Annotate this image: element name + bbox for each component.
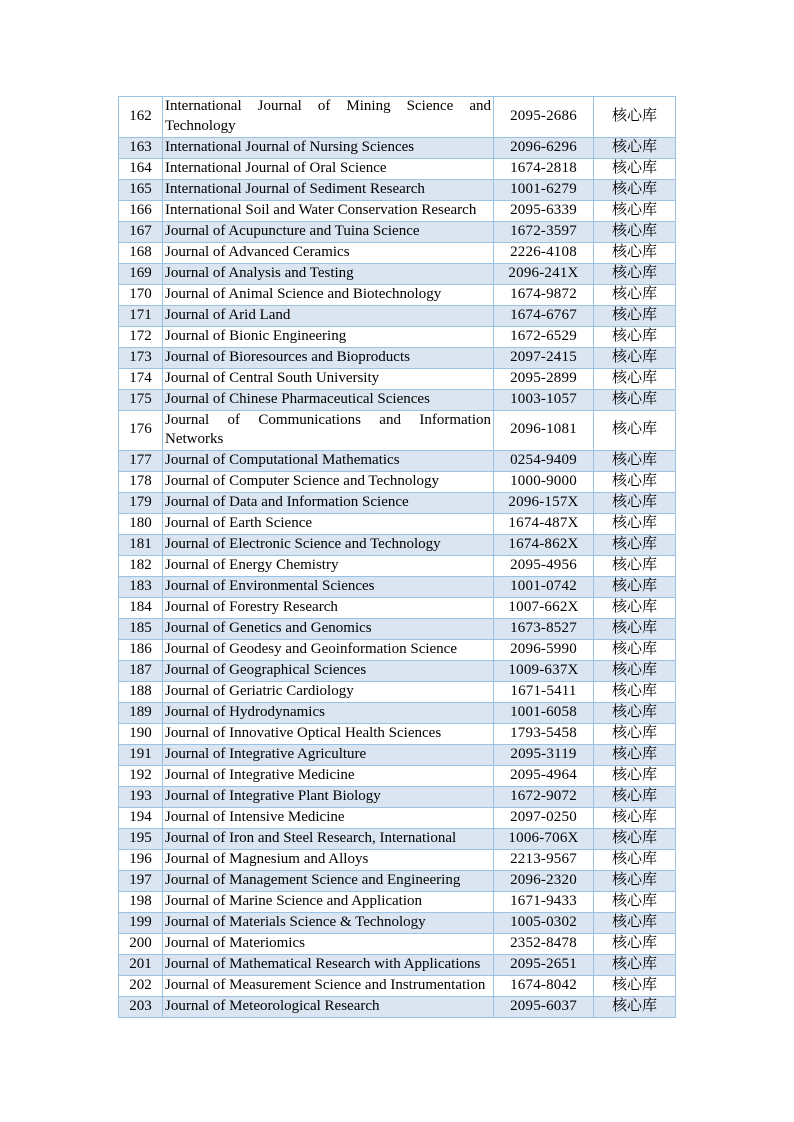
table-row [119,389,676,410]
row-number-cell: 185 [119,619,163,640]
row-number-cell: 174 [119,368,163,389]
collection-tag-cell: 核心库 [594,955,676,976]
issn-cell: 2095-4956 [494,556,594,577]
row-number-cell: 181 [119,535,163,556]
row-number-cell: 198 [119,892,163,913]
table-row [119,347,676,368]
journal-name-cell: Journal of Measurement Science and Instrumentation [163,976,494,997]
journal-name-cell: Journal of Innovative Optical Health Sciences [163,724,494,745]
table-row [119,892,676,913]
collection-tag-cell: 核心库 [594,263,676,284]
issn-cell: 1005-0302 [494,913,594,934]
journal-name-cell: Journal of Arid Land [163,305,494,326]
row-number-cell: 164 [119,158,163,179]
table-row [119,724,676,745]
issn-cell: 1674-9872 [494,284,594,305]
row-number-cell: 187 [119,661,163,682]
issn-cell: 1674-8042 [494,976,594,997]
issn-cell: 1007-662X [494,598,594,619]
collection-tag-cell: 核心库 [594,682,676,703]
issn-cell: 2097-2415 [494,347,594,368]
issn-cell: 2095-3119 [494,745,594,766]
table-row [119,137,676,158]
row-number-cell: 189 [119,703,163,724]
collection-tag-cell: 核心库 [594,997,676,1018]
collection-tag-cell: 核心库 [594,703,676,724]
journal-name-cell: Journal of Electronic Science and Technology [163,535,494,556]
table-row [119,451,676,472]
row-number-cell: 163 [119,137,163,158]
issn-cell: 1001-6058 [494,703,594,724]
collection-tag-cell: 核心库 [594,640,676,661]
collection-tag-cell: 核心库 [594,389,676,410]
collection-tag-cell: 核心库 [594,200,676,221]
journal-name-cell: Journal of Earth Science [163,514,494,535]
table-row [119,745,676,766]
issn-cell: 1000-9000 [494,472,594,493]
issn-cell: 1009-637X [494,661,594,682]
issn-cell: 0254-9409 [494,451,594,472]
row-number-cell: 172 [119,326,163,347]
table-row [119,955,676,976]
collection-tag-cell: 核心库 [594,493,676,514]
issn-cell: 1674-487X [494,514,594,535]
journal-name-cell: Journal of Environmental Sciences [163,577,494,598]
issn-cell: 2095-2899 [494,368,594,389]
table-row [119,368,676,389]
row-number-cell: 178 [119,472,163,493]
journal-name-cell: Journal of Bioresources and Bioproducts [163,347,494,368]
row-number-cell: 200 [119,934,163,955]
journal-name-cell: Journal of Animal Science and Biotechnology [163,284,494,305]
collection-tag-cell: 核心库 [594,619,676,640]
row-number-cell: 196 [119,850,163,871]
collection-tag-cell: 核心库 [594,535,676,556]
collection-tag-cell: 核心库 [594,556,676,577]
table-row [119,703,676,724]
table-row [119,829,676,850]
row-number-cell: 171 [119,305,163,326]
issn-cell: 1674-2818 [494,158,594,179]
collection-tag-cell: 核心库 [594,347,676,368]
collection-tag-cell: 核心库 [594,661,676,682]
collection-tag-cell: 核心库 [594,410,676,451]
collection-tag-cell: 核心库 [594,745,676,766]
issn-cell: 2095-2686 [494,97,594,138]
row-number-cell: 179 [119,493,163,514]
collection-tag-cell: 核心库 [594,221,676,242]
collection-tag-cell: 核心库 [594,514,676,535]
table-row [119,871,676,892]
row-number-cell: 170 [119,284,163,305]
table-row [119,326,676,347]
collection-tag-cell: 核心库 [594,179,676,200]
row-number-cell: 188 [119,682,163,703]
collection-tag-cell: 核心库 [594,850,676,871]
issn-cell: 2097-0250 [494,808,594,829]
row-number-cell: 182 [119,556,163,577]
journal-name-cell: Journal of Computational Mathematics [163,451,494,472]
collection-tag-cell: 核心库 [594,913,676,934]
collection-tag-cell: 核心库 [594,871,676,892]
collection-tag-cell: 核心库 [594,787,676,808]
journal-name-cell: Journal of Chinese Pharmaceutical Sciences [163,389,494,410]
issn-cell: 2095-2651 [494,955,594,976]
journal-name-cell: Journal of Data and Information Science [163,493,494,514]
table-row [119,598,676,619]
row-number-cell: 177 [119,451,163,472]
journal-name-cell: Journal of Intensive Medicine [163,808,494,829]
journal-name-cell: Journal of Computer Science and Technology [163,472,494,493]
table-row [119,934,676,955]
table-row [119,997,676,1018]
table-row [119,97,676,138]
journal-name-cell: International Journal of Sediment Research [163,179,494,200]
journal-name-cell: Journal of Hydrodynamics [163,703,494,724]
row-number-cell: 199 [119,913,163,934]
collection-tag-cell: 核心库 [594,451,676,472]
row-number-cell: 167 [119,221,163,242]
journal-name-cell: Journal of Geographical Sciences [163,661,494,682]
table-row [119,766,676,787]
issn-cell: 2096-2320 [494,871,594,892]
table-row [119,493,676,514]
issn-cell: 2096-5990 [494,640,594,661]
table-row [119,682,676,703]
row-number-cell: 195 [119,829,163,850]
row-number-cell: 166 [119,200,163,221]
journal-name-cell: Journal of Central South University [163,368,494,389]
collection-tag-cell: 核心库 [594,577,676,598]
collection-tag-cell: 核心库 [594,137,676,158]
journal-name-cell: Journal of Iron and Steel Research, International [163,829,494,850]
row-number-cell: 202 [119,976,163,997]
row-number-cell: 175 [119,389,163,410]
journal-name-cell: Journal of Bionic Engineering [163,326,494,347]
table-row [119,787,676,808]
journal-name-cell: Journal of Advanced Ceramics [163,242,494,263]
issn-cell: 1001-0742 [494,577,594,598]
journal-name-cell: Journal of Forestry Research [163,598,494,619]
issn-cell: 2096-1081 [494,410,594,451]
table-row [119,242,676,263]
journal-table-body [119,97,676,1018]
table-row [119,808,676,829]
issn-cell: 2096-157X [494,493,594,514]
collection-tag-cell: 核心库 [594,598,676,619]
journal-name-cell: Journal of Meteorological Research [163,997,494,1018]
issn-cell: 2213-9567 [494,850,594,871]
row-number-cell: 184 [119,598,163,619]
issn-cell: 2096-241X [494,263,594,284]
collection-tag-cell: 核心库 [594,284,676,305]
journal-name-cell: Journal of Geodesy and Geoinformation Science [163,640,494,661]
row-number-cell: 192 [119,766,163,787]
table-row [119,661,676,682]
journal-name-cell: International Journal of Nursing Sciences [163,137,494,158]
collection-tag-cell: 核心库 [594,368,676,389]
issn-cell: 1793-5458 [494,724,594,745]
table-row [119,850,676,871]
table-row [119,263,676,284]
collection-tag-cell: 核心库 [594,976,676,997]
journal-name-cell: Journal of Energy Chemistry [163,556,494,577]
table-row [119,179,676,200]
table-row [119,619,676,640]
issn-cell: 2096-6296 [494,137,594,158]
row-number-cell: 176 [119,410,163,451]
collection-tag-cell: 核心库 [594,808,676,829]
row-number-cell: 162 [119,97,163,138]
collection-tag-cell: 核心库 [594,829,676,850]
issn-cell: 2352-8478 [494,934,594,955]
journal-name-cell: International Journal of Mining Science and Technology [163,97,494,138]
table-row [119,556,676,577]
table-row [119,913,676,934]
row-number-cell: 183 [119,577,163,598]
table-row [119,158,676,179]
journal-name-cell: Journal of Integrative Plant Biology [163,787,494,808]
table-row [119,305,676,326]
row-number-cell: 173 [119,347,163,368]
row-number-cell: 197 [119,871,163,892]
row-number-cell: 165 [119,179,163,200]
table-row [119,472,676,493]
issn-cell: 2226-4108 [494,242,594,263]
collection-tag-cell: 核心库 [594,472,676,493]
issn-cell: 2095-6339 [494,200,594,221]
table-row [119,410,676,451]
journal-name-cell: Journal of Magnesium and Alloys [163,850,494,871]
journal-name-cell: Journal of Materiomics [163,934,494,955]
issn-cell: 2095-6037 [494,997,594,1018]
issn-cell: 1672-9072 [494,787,594,808]
issn-cell: 1671-5411 [494,682,594,703]
journal-name-cell: Journal of Management Science and Engineering [163,871,494,892]
collection-tag-cell: 核心库 [594,97,676,138]
table-row [119,221,676,242]
table-row [119,200,676,221]
journal-name-cell: Journal of Integrative Medicine [163,766,494,787]
issn-cell: 1674-862X [494,535,594,556]
table-row [119,577,676,598]
journal-name-cell: Journal of Genetics and Genomics [163,619,494,640]
journal-name-cell: Journal of Analysis and Testing [163,263,494,284]
collection-tag-cell: 核心库 [594,934,676,955]
journal-name-cell: Journal of Geriatric Cardiology [163,682,494,703]
issn-cell: 1671-9433 [494,892,594,913]
collection-tag-cell: 核心库 [594,892,676,913]
collection-tag-cell: 核心库 [594,242,676,263]
row-number-cell: 190 [119,724,163,745]
collection-tag-cell: 核心库 [594,326,676,347]
journal-name-cell: Journal of Materials Science & Technology [163,913,494,934]
issn-cell: 1006-706X [494,829,594,850]
journal-name-cell: Journal of Mathematical Research with Applications [163,955,494,976]
table-row [119,535,676,556]
row-number-cell: 180 [119,514,163,535]
row-number-cell: 193 [119,787,163,808]
row-number-cell: 194 [119,808,163,829]
journal-name-cell: Journal of Acupuncture and Tuina Science [163,221,494,242]
journal-name-cell: International Journal of Oral Science [163,158,494,179]
issn-cell: 1001-6279 [494,179,594,200]
table-row [119,284,676,305]
row-number-cell: 201 [119,955,163,976]
journal-name-cell: International Soil and Water Conservation Research [163,200,494,221]
journal-table [118,96,676,1018]
row-number-cell: 169 [119,263,163,284]
row-number-cell: 186 [119,640,163,661]
row-number-cell: 203 [119,997,163,1018]
row-number-cell: 168 [119,242,163,263]
issn-cell: 1672-6529 [494,326,594,347]
journal-name-cell: Journal of Integrative Agriculture [163,745,494,766]
table-row [119,976,676,997]
issn-cell: 1672-3597 [494,221,594,242]
issn-cell: 1673-8527 [494,619,594,640]
table-row [119,640,676,661]
collection-tag-cell: 核心库 [594,305,676,326]
collection-tag-cell: 核心库 [594,724,676,745]
issn-cell: 1003-1057 [494,389,594,410]
collection-tag-cell: 核心库 [594,158,676,179]
issn-cell: 1674-6767 [494,305,594,326]
journal-name-cell: Journal of Communications and Information Networks [163,410,494,451]
journal-name-cell: Journal of Marine Science and Application [163,892,494,913]
table-row [119,514,676,535]
row-number-cell: 191 [119,745,163,766]
issn-cell: 2095-4964 [494,766,594,787]
collection-tag-cell: 核心库 [594,766,676,787]
